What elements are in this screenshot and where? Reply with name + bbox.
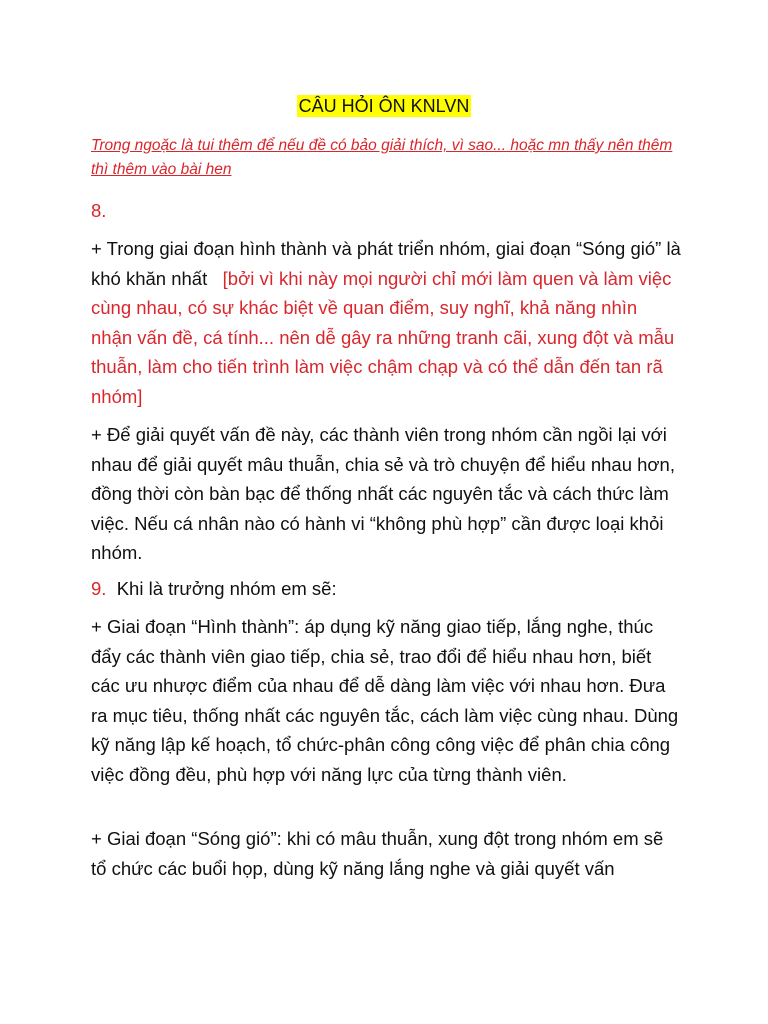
question-9-paragraph-2: + Giai đoạn “Sóng gió”: khi có mâu thuẫn, xung đột trong nhóm em sẽ tổ chức các buổi họp, dùng kỹ năng lắng nghe và giải quyết vấn — [91, 828, 664, 879]
question-8-paragraph-2: + Để giải quyết vấn đề này, các thành viên trong nhóm cần ngồi lại với nhau để giải quyết mâu thuẫn, chia sẻ và trò chuyện để hiểu nhau hơn, đồng thời còn bàn bạc để thống nhất các nguyên tắc và cách thức làm việc. Nếu cá nhân nào có hành vi “không phù hợp” cần được loại khỏi nhóm. — [91, 424, 675, 563]
question-8-paragraph-1 — [91, 234, 681, 411]
question-8-number — [91, 196, 681, 226]
author-note: Trong ngoặc là tui thêm để nếu đề có bảo giải thích, vì sao... hoặc mn thấy nên thêm thì thêm vào bài hen — [91, 137, 673, 178]
question-number: 8. — [91, 200, 107, 221]
question-9-paragraph-1: + Giai đoạn “Hình thành”: áp dụng kỹ năng giao tiếp, lắng nghe, thúc đẩy các thành viên giao tiếp, chia sẻ, trao đổi để hiểu nhau hơn, biết các ưu nhược điểm của nhau để dễ dàng làm việc với nhau hơn. Đưa ra mục tiêu, thống nhất các nguyên tắc, cách làm việc cùng nhau. Dùng kỹ năng lập kế hoạch, tổ chức-phân công công việc để phân chia công việc đồng đều, phù hợp với năng lực của từng thành viên. — [91, 616, 679, 785]
question-9-header — [91, 574, 681, 604]
paragraph-explanation: [bởi vì khi này mọi người chỉ mới làm quen và làm việc cùng nhau, có sự khác biệt về quan điểm, suy nghĩ, khả năng nhìn nhận vấn đề, cá tính... nên dễ gây ra những tranh cãi, xung đột và mẫu thuẫn, làm cho tiến trình làm việc chậm chạp và có thể dẫn đến tan rã nhóm] — [91, 267, 675, 407]
title-wrapper — [0, 95, 768, 117]
paragraph-main-text: + Trong giai đoạn hình thành và phát triển nhóm, giai đoạn “Sóng gió” là khó khăn nhất — [91, 238, 681, 289]
question-intro: Khi là trưởng nhóm em sẽ: — [116, 578, 337, 599]
page-title: CÂU HỎI ÔN KNLVN — [298, 96, 470, 116]
question-number: 9. — [91, 578, 107, 599]
